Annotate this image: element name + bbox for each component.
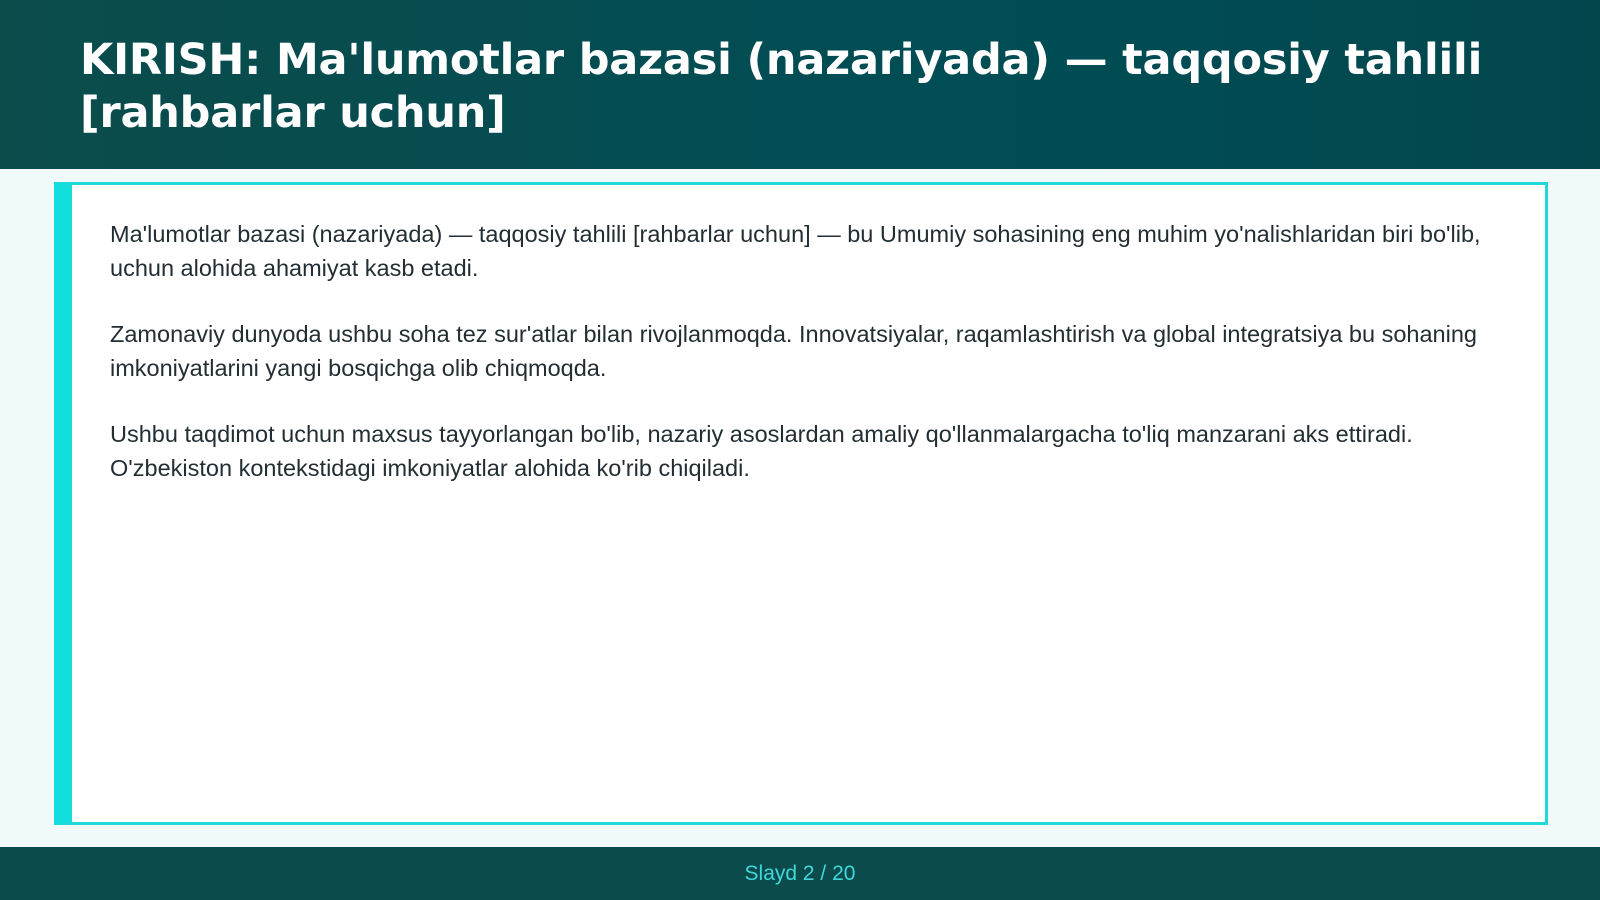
paragraph-modern-world: Zamonaviy dunyoda ushbu soha tez sur'atlar bilan rivojlanmoqda. Innovatsiyalar, raqamlashtirish va global integratsiya bu sohaning imkoniyatlarini yangi bosqichga olib chiqmoqda. <box>110 321 1477 381</box>
content-card <box>54 182 1548 825</box>
slide-counter: Slayd 2 / 20 <box>744 861 856 885</box>
slide-header <box>0 0 1600 169</box>
paragraph-intro: Ma'lumotlar bazasi (nazariyada) — taqqosiy tahlili [rahbarlar uchun] — bu Umumiy sohasining eng muhim yo'nalishlaridan biri bo'lib, uchun alohida ahamiyat kasb etadi. <box>110 221 1481 281</box>
slide-footer <box>0 847 1600 900</box>
slide-title: KIRISH: Ma'lumotlar bazasi (nazariyada) — taqqosiy tahlili [rahbarlar uchun] <box>80 35 1483 138</box>
paragraph-presentation-scope: Ushbu taqdimot uchun maxsus tayyorlangan bo'lib, nazariy asoslardan amaliy qo'llanmalargacha to'liq manzarani aks ettiradi. O'zbekiston kontekstidagi imkoniyatlar alohida ko'rib chiqiladi. <box>110 421 1413 481</box>
